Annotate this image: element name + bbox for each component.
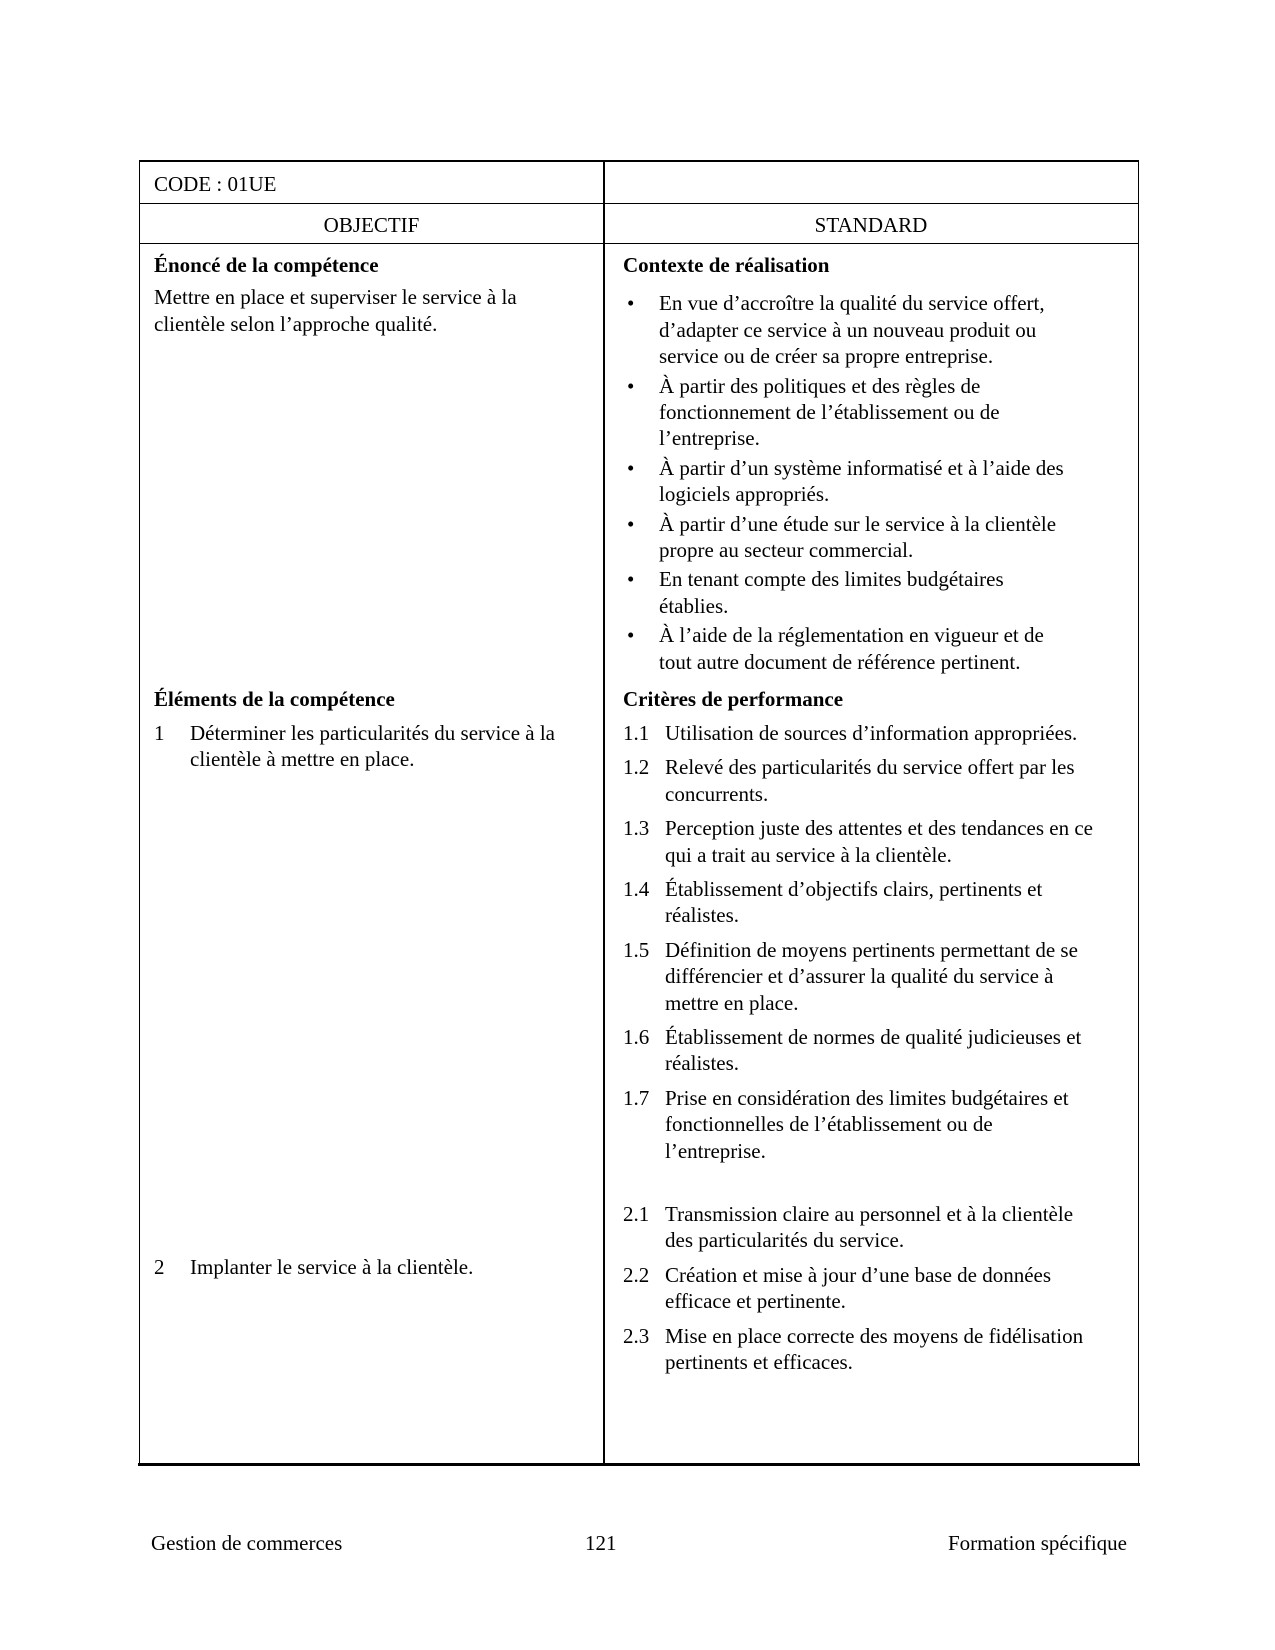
list-item-text: À partir des politiques et des règles de fonctionnement de l’établissement ou de l’entreprise. — [659, 373, 1000, 451]
list-item — [623, 373, 1073, 452]
critere-text: Prise en considération des limites budgétaires et fonctionnelles de l’établissement ou de l’entreprise. — [665, 1085, 1069, 1163]
criteres-group-2 — [623, 1201, 1093, 1383]
critere-number: 1.2 — [623, 755, 650, 780]
criteres-group-1 — [623, 720, 1093, 1172]
enonce-title: Énoncé de la compétence — [154, 253, 379, 277]
critere-text: Transmission claire au personnel et à la clientèle des particularités du service. — [665, 1202, 1074, 1253]
row-divider — [140, 243, 1138, 244]
critere-item — [623, 1262, 1093, 1315]
element-item — [154, 1254, 586, 1280]
contexte-section — [623, 252, 1123, 678]
bullet-icon: • — [627, 623, 635, 648]
critere-text: Établissement de normes de qualité judicieuses et réalistes. — [665, 1025, 1082, 1076]
critere-item — [623, 720, 1093, 746]
critere-number: 1.7 — [623, 1085, 650, 1110]
bullet-icon: • — [627, 455, 635, 480]
list-item — [623, 511, 1073, 564]
critere-number: 1.1 — [623, 721, 650, 745]
footer-page-number: 121 — [585, 1531, 617, 1555]
row-divider — [140, 203, 1138, 204]
critere-number: 2.2 — [623, 1262, 650, 1287]
element-text: Implanter le service à la clientèle. — [190, 1254, 474, 1279]
element-number: 1 — [154, 721, 165, 745]
critere-item — [623, 1201, 1093, 1254]
critere-item — [623, 1024, 1093, 1077]
table-bottom-border — [138, 1463, 1140, 1466]
code-label: CODE : 01UE — [154, 172, 277, 196]
list-item — [623, 455, 1073, 508]
list-item — [623, 290, 1073, 369]
enonce-section — [154, 252, 584, 337]
bullet-icon: • — [627, 291, 635, 316]
critere-text: Relevé des particularités du service offert par les concurrents. — [665, 755, 1075, 806]
bullet-icon: • — [627, 511, 635, 536]
critere-number: 1.4 — [623, 877, 650, 902]
list-item-text: À l’aide de la réglementation en vigueur et de tout autre document de référence pertinent. — [659, 623, 1044, 674]
critere-item — [623, 1085, 1093, 1164]
critere-text: Perception juste des attentes et des tendances en ce qui a trait au service à la clientèle. — [665, 816, 1093, 867]
elements-title-text: Éléments de la compétence — [154, 687, 395, 711]
critere-item — [623, 1323, 1093, 1376]
critere-number: 1.6 — [623, 1025, 650, 1050]
critere-number: 1.3 — [623, 816, 650, 841]
bullet-icon: • — [627, 373, 635, 398]
list-item-text: À partir d’un système informatisé et à l’aide des logiciels appropriés. — [659, 455, 1064, 507]
list-item — [623, 566, 1073, 619]
column-divider — [603, 162, 605, 1463]
elements-title — [154, 686, 584, 712]
enonce-text: Mettre en place et superviser le service à la clientèle selon l’approche qualité. — [154, 285, 517, 336]
critere-number: 2.3 — [623, 1323, 650, 1348]
criteres-title — [623, 686, 1123, 712]
critere-item — [623, 754, 1093, 807]
competency-table — [139, 160, 1139, 1465]
critere-item — [623, 937, 1093, 1016]
critere-text: Définition de moyens pertinents permettant de se différencier et d’assurer la qualité du service à mettre en place. — [665, 937, 1078, 1015]
header-standard: STANDARD — [814, 213, 928, 237]
list-item — [623, 622, 1073, 675]
critere-number: 2.1 — [623, 1202, 650, 1226]
element-text: Déterminer les particularités du service à la clientèle à mettre en place. — [190, 721, 555, 772]
list-item-text: En vue d’accroître la qualité du service offert, d’adapter ce service à un nouveau produit ou service ou de créer sa propre entreprise. — [659, 291, 1045, 369]
list-item-text: À partir d’une étude sur le service à la clientèle propre au secteur commercial. — [659, 511, 1057, 563]
footer-section: Formation spécifique — [947, 1531, 1127, 1555]
element-item — [154, 720, 586, 773]
critere-number: 1.5 — [623, 937, 650, 962]
critere-text: Établissement d’objectifs clairs, pertinents et réalistes. — [665, 877, 1043, 928]
critere-item — [623, 876, 1093, 929]
critere-text: Mise en place correcte des moyens de fidélisation pertinents et efficaces. — [665, 1323, 1084, 1375]
contexte-title: Contexte de réalisation — [623, 253, 830, 277]
contexte-list — [623, 290, 1073, 675]
criteres-title-text: Critères de performance — [623, 687, 844, 711]
list-item-text: En tenant compte des limites budgétaires établies. — [659, 567, 1004, 618]
header-objectif: OBJECTIF — [323, 213, 420, 237]
footer-program: Gestion de commerces — [151, 1531, 343, 1555]
critere-text: Utilisation de sources d’information appropriées. — [665, 721, 1078, 745]
critere-text: Création et mise à jour d’une base de données efficace et pertinente. — [665, 1262, 1052, 1314]
bullet-icon: • — [627, 567, 635, 592]
element-number: 2 — [154, 1254, 165, 1279]
critere-item — [623, 815, 1093, 868]
